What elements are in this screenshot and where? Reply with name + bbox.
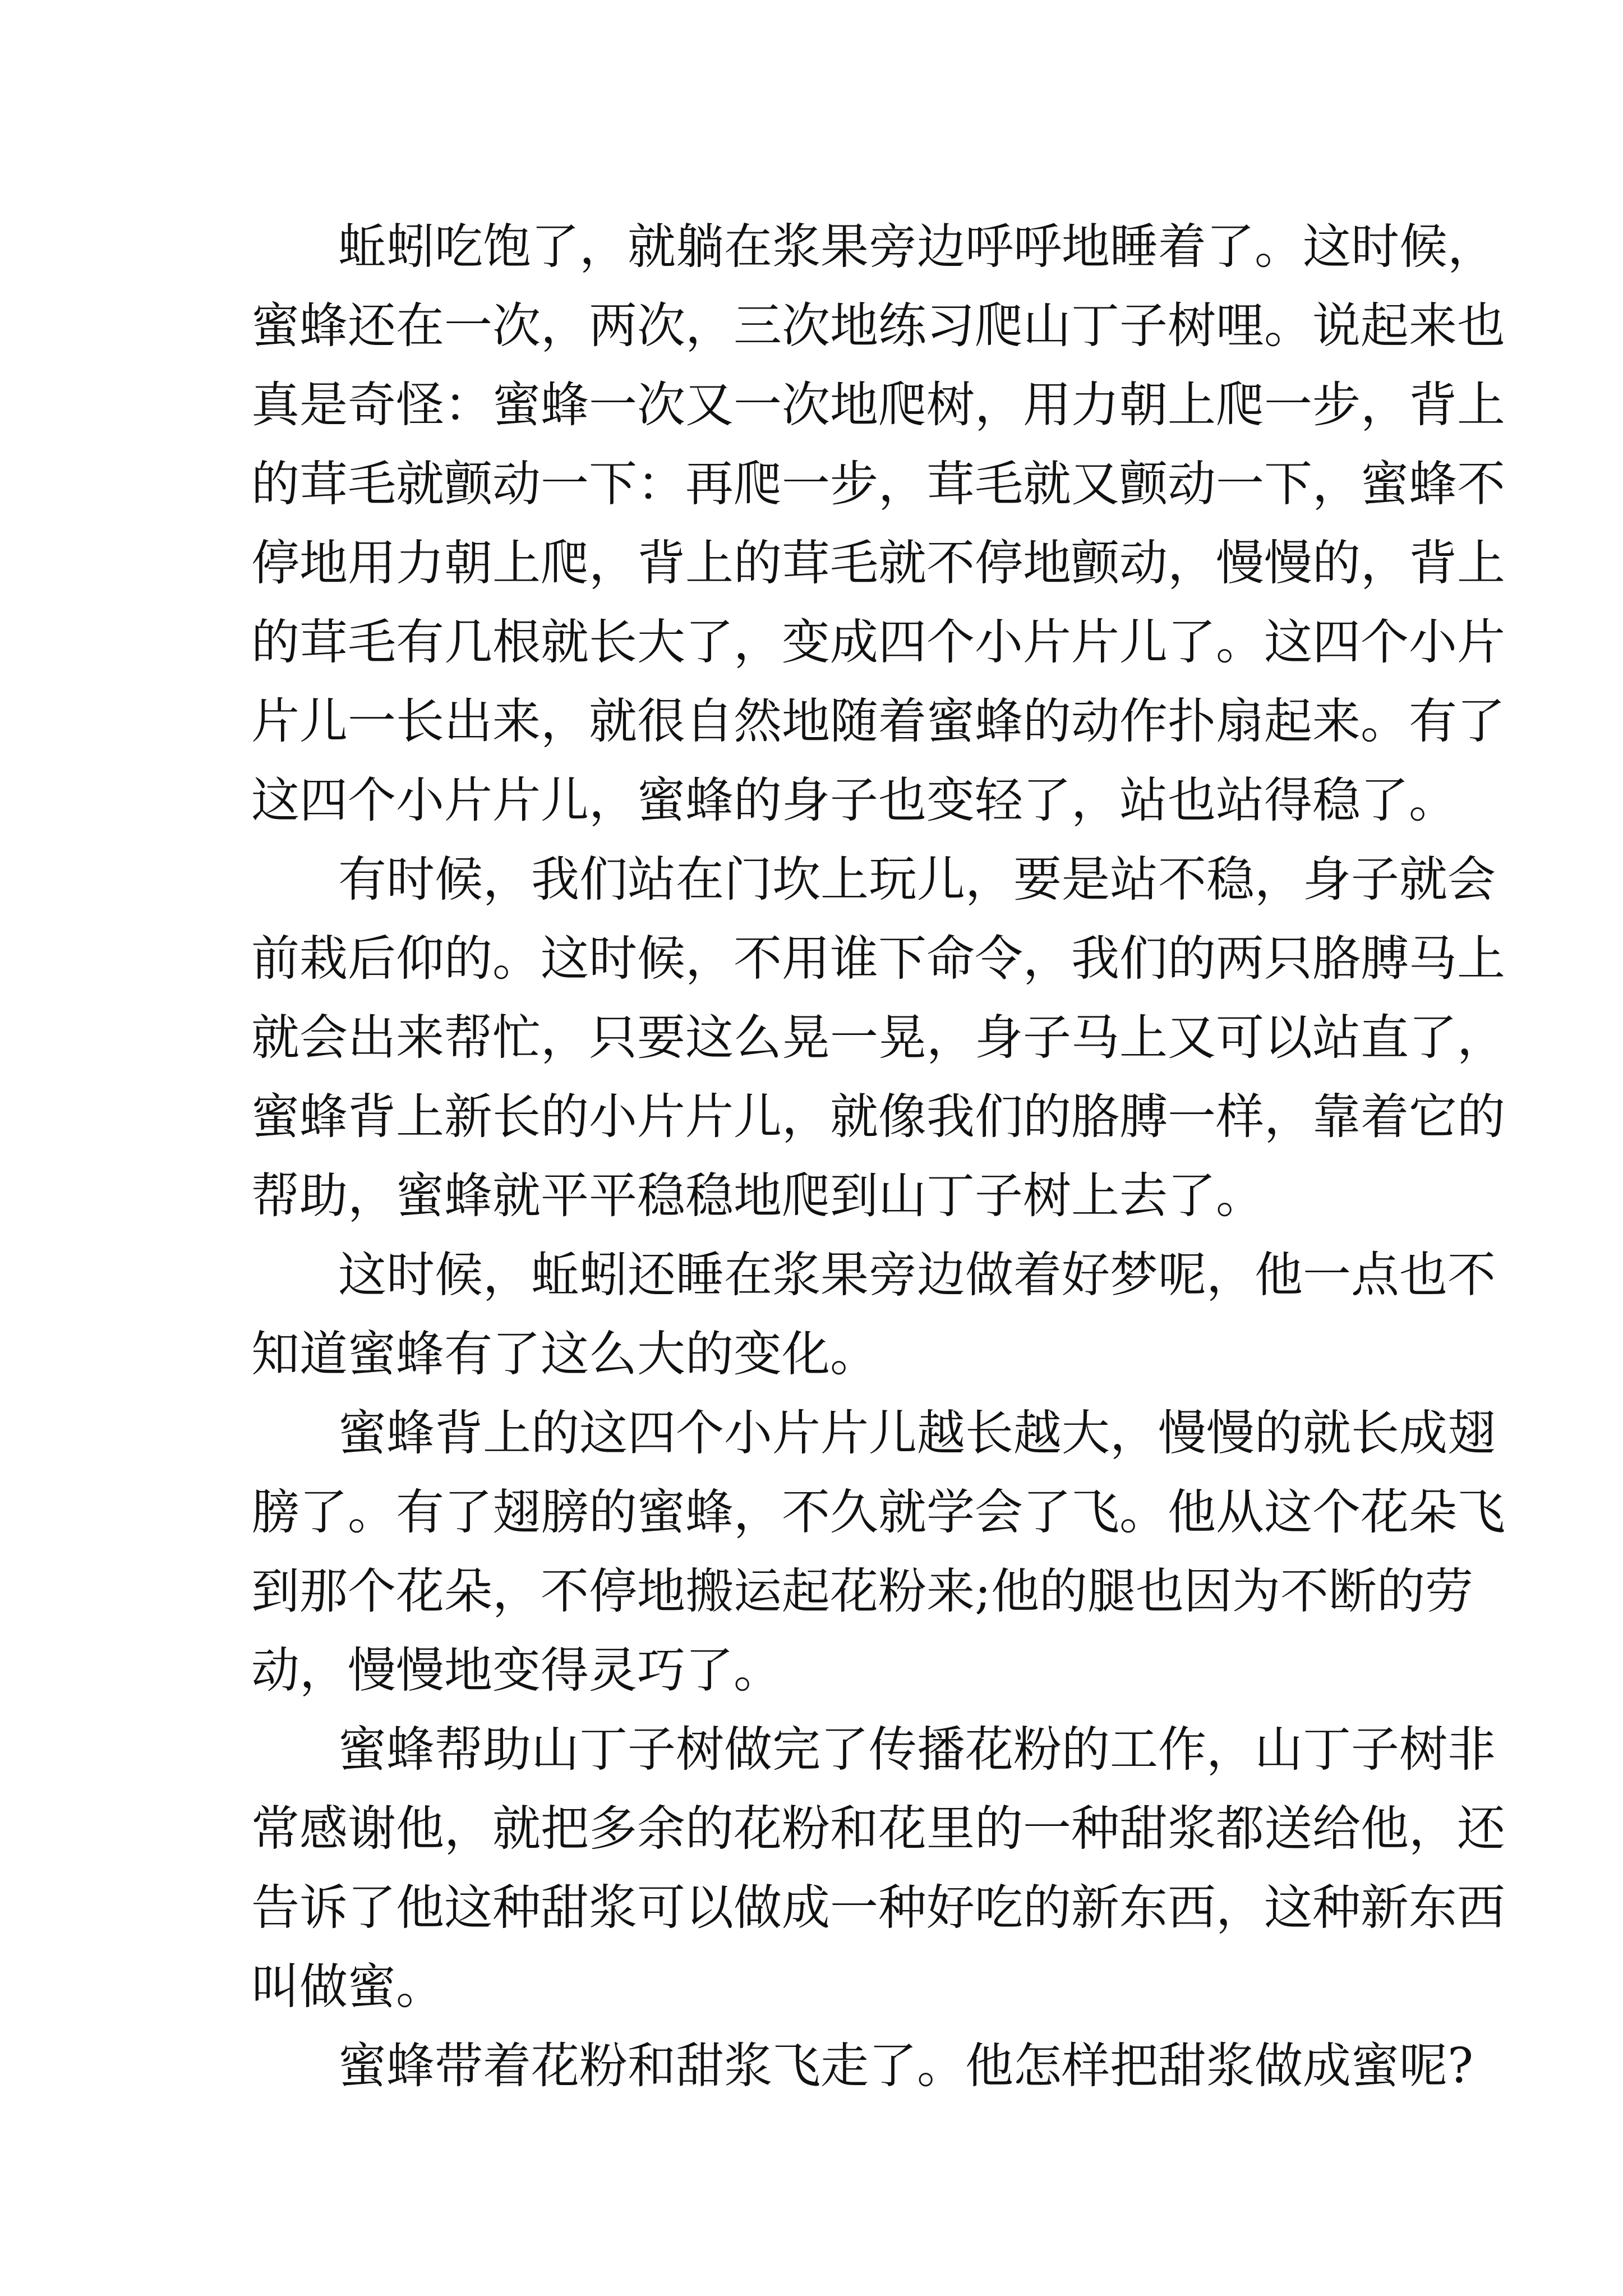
- text-body: [251, 208, 1505, 2106]
- text-line: 有时候，我们站在门坎上玩儿，要是站不稳，身子就会: [338, 852, 1496, 908]
- text-line: 蜜蜂背上的这四个小片片儿越长越大，慢慢的就长成翅: [338, 1405, 1496, 1461]
- paragraph-3: [251, 1236, 1496, 1394]
- paragraph-1: [251, 208, 1505, 840]
- text-line: 的茸毛就颤动一下：再爬一步，茸毛就又颤动一下，蜜蜂不: [251, 456, 1505, 512]
- paragraph-2: [251, 840, 1505, 1236]
- text-line: 这四个小片片儿，蜜蜂的身子也变轻了，站也站得稳了。: [251, 772, 1457, 829]
- text-line: 蜜蜂背上新长的小片片儿，就像我们的胳膊一样，靠着它的: [251, 1089, 1505, 1145]
- paragraph-5: [251, 1710, 1505, 2027]
- text-line: 动，慢慢地变得灵巧了。: [251, 1642, 782, 1699]
- text-line: 帮助，蜜蜂就平平稳稳地爬到山丁子树上去了。: [251, 1168, 1264, 1224]
- text-line: 蜜蜂帮助山丁子树做完了传播花粉的工作，山丁子树非: [338, 1722, 1496, 1778]
- text-line: 常感谢他，就把多余的花粉和花里的一种甜浆都送给他，还: [251, 1801, 1505, 1857]
- text-line: 到那个花朵，不停地搬运起花粉来;他的腿也因为不断的劳: [251, 1563, 1473, 1619]
- text-line: 这时候，蚯蚓还睡在浆果旁边做着好梦呢，他一点也不: [338, 1247, 1496, 1303]
- text-line: 蜜蜂带着花粉和甜浆飞走了。他怎样把甜浆做成蜜呢?: [338, 2038, 1474, 2094]
- text-line: 蚯蚓吃饱了，就躺在浆果旁边呼呼地睡着了。这时候，: [338, 219, 1496, 275]
- text-line: 的茸毛有几根就长大了，变成四个小片片儿了。这四个小片: [251, 614, 1505, 670]
- text-line: 膀了。有了翅膀的蜜蜂，不久就学会了飞。他从这个花朵飞: [251, 1484, 1505, 1540]
- text-line: 停地用力朝上爬，背上的茸毛就不停地颤动，慢慢的，背上: [251, 535, 1505, 591]
- text-line: 蜜蜂还在一次，两次，三次地练习爬山丁子树哩。说起来也: [251, 298, 1505, 354]
- text-line: 就会出来帮忙，只要这么晃一晃，身子马上又可以站直了，: [251, 1010, 1505, 1066]
- paragraph-4: [251, 1394, 1505, 1710]
- paragraph-6: [251, 2027, 1474, 2106]
- text-line: 告诉了他这种甜浆可以做成一种好吃的新东西，这种新东西: [251, 1880, 1505, 1936]
- text-line: 前栽后仰的。这时候，不用谁下命令，我们的两只胳膊马上: [251, 931, 1505, 987]
- text-line: 知道蜜蜂有了这么大的变化。: [251, 1326, 878, 1382]
- text-line: 片儿一长出来，就很自然地随着蜜蜂的动作扑扇起来。有了: [251, 693, 1505, 749]
- text-line: 真是奇怪：蜜蜂一次又一次地爬树，用力朝上爬一步，背上: [251, 377, 1505, 433]
- text-line: 叫做蜜。: [251, 1959, 444, 2015]
